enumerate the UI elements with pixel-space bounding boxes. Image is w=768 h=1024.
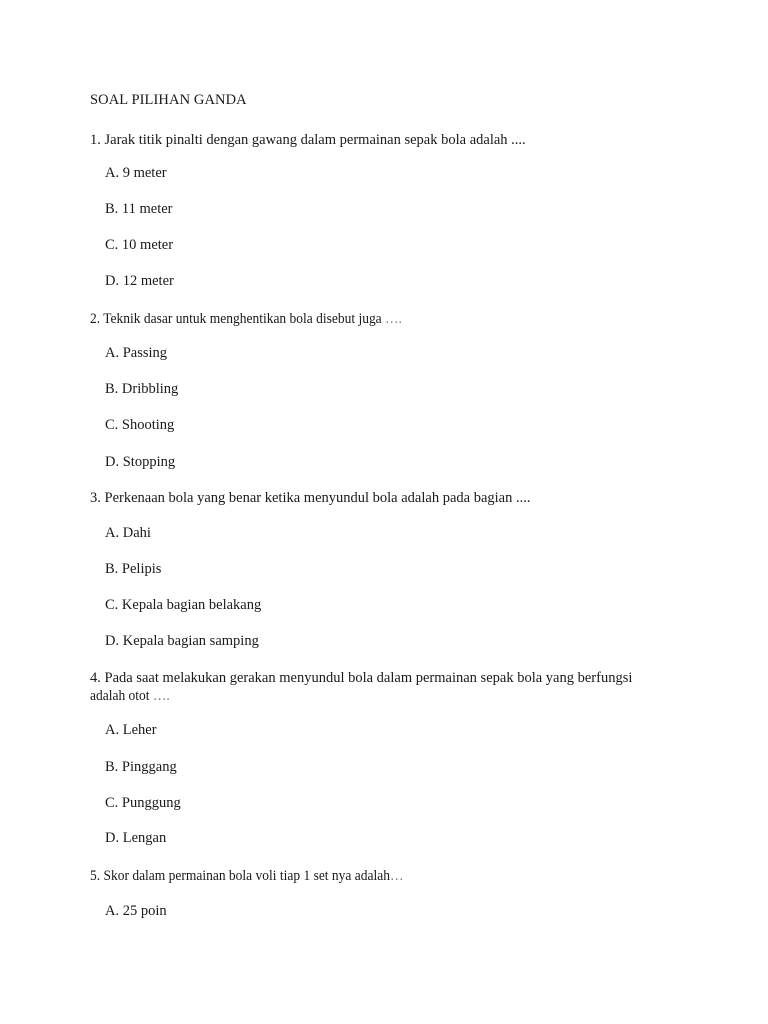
question-4-option-b: B. Pinggang <box>105 759 177 775</box>
question-1: 1. Jarak titik pinalti dengan gawang dalam permainan sepak bola adalah .... <box>90 132 526 148</box>
question-3-option-b: B. Pelipis <box>105 561 162 577</box>
question-1-option-c: C. 10 meter <box>105 237 174 253</box>
question-4-ellipsis: …. <box>149 688 170 704</box>
question-1-option-a: A. 9 meter <box>105 165 167 181</box>
document-title: SOAL PILIHAN GANDA <box>90 92 247 108</box>
question-4-option-d: D. Lengan <box>105 830 167 846</box>
question-3: 3. Perkenaan bola yang benar ketika menyundul bola adalah pada bagian .... <box>90 490 531 506</box>
question-3-option-c: C. Kepala bagian belakang <box>105 597 262 613</box>
question-2-text: 2. Teknik dasar untuk menghentikan bola disebut juga <box>90 311 382 327</box>
question-4-line-2 <box>90 687 648 705</box>
question-3-option-d: D. Kepala bagian samping <box>105 633 259 649</box>
question-2-ellipsis: …. <box>381 311 402 327</box>
question-5 <box>90 867 648 885</box>
question-1-option-b: B. 11 meter <box>105 201 173 217</box>
question-2-option-b: B. Dribbling <box>105 381 179 397</box>
question-4-text-line-2: adalah otot <box>90 688 150 704</box>
question-2-option-d: D. Stopping <box>105 454 176 470</box>
question-2-option-a: A. Passing <box>105 345 168 361</box>
question-2 <box>90 310 648 328</box>
question-3-option-a: A. Dahi <box>105 525 151 541</box>
question-2-option-c: C. Shooting <box>105 417 175 433</box>
question-4-option-a: A. Leher <box>105 722 157 738</box>
question-4 <box>90 669 690 705</box>
question-5-text: 5. Skor dalam permainan bola voli tiap 1 set nya adalah <box>90 868 390 884</box>
question-5-option-a: A. 25 poin <box>105 903 167 919</box>
question-5-ellipsis: … <box>389 868 404 884</box>
question-4-option-c: C. Punggung <box>105 795 181 811</box>
question-1-option-d: D. 12 meter <box>105 273 174 289</box>
question-4-text: 4. Pada saat melakukan gerakan menyundul bola dalam permainan sepak bola yang berfungsi <box>90 670 633 686</box>
